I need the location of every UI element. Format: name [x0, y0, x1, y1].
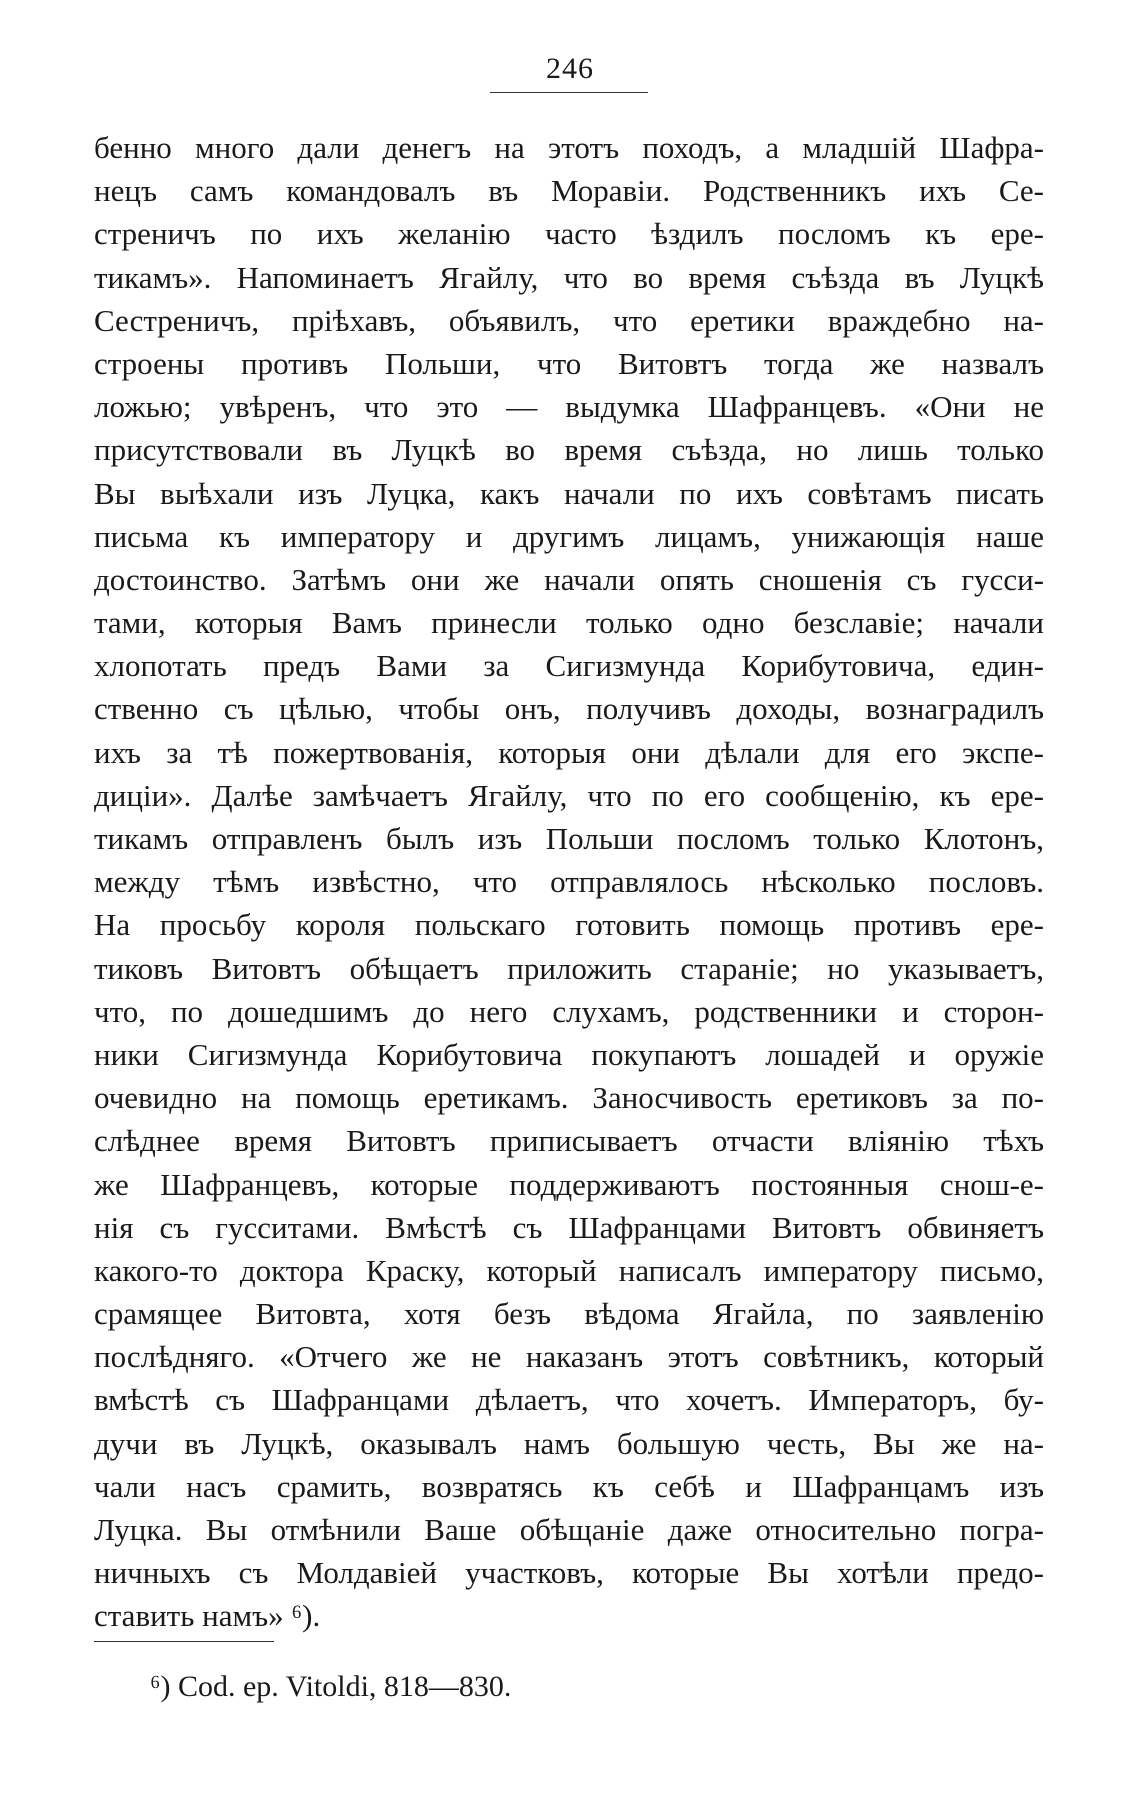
- header-rule: [490, 92, 648, 93]
- text-line: тами, которыя Вамъ принесли только одно безславіе; начали: [94, 605, 1044, 641]
- text-line: достоинство. Затѣмъ они же начали опять сношенія съ гусси-: [94, 561, 1044, 597]
- text-line: письма къ императору и другимъ лицамъ, унижающія наше: [94, 518, 1044, 554]
- text-line: очевидно на помощь еретикамъ. Заносчивость еретиковъ за по-: [94, 1080, 1044, 1116]
- text-line: дучи въ Луцкѣ, оказывалъ намъ большую честь, Вы же на-: [94, 1425, 1044, 1461]
- text-line: Вы выѣхали изъ Луцка, какъ начали по ихъ совѣтамъ писать: [94, 475, 1044, 511]
- text-line: чали насъ срамить, возвратясь къ себѣ и Шафранцамъ изъ: [94, 1468, 1044, 1504]
- text-line: ставить намъ» ⁶).: [94, 1598, 321, 1634]
- text-line: нія съ гусситами. Вмѣстѣ съ Шафранцами Витовтъ обвиняетъ: [94, 1209, 1044, 1245]
- text-line: стреничъ по ихъ желанію часто ѣздилъ посломъ къ ере-: [94, 216, 1044, 252]
- text-line: Сестреничъ, пріѣхавъ, объявилъ, что еретики враждебно на-: [94, 302, 1044, 338]
- text-line: ники Сигизмунда Корибутовича покупаютъ лошадей и оружіе: [94, 1036, 1044, 1072]
- text-line: На просьбу короля польскаго готовить помощь противъ ере-: [94, 907, 1044, 943]
- text-line: слѣднее время Витовтъ приписываетъ отчасти вліянію тѣхъ: [94, 1123, 1044, 1159]
- page-number: 246: [546, 52, 594, 85]
- text-line: тиковъ Витовтъ обѣщаетъ приложить стараніе; но указываетъ,: [94, 950, 1044, 986]
- text-line: же Шафранцевъ, которые поддерживаютъ постоянныя снош-е-: [94, 1166, 1044, 1202]
- text-line: присутствовали въ Луцкѣ во время съѣзда, но лишь только: [94, 432, 1044, 468]
- text-line: тикамъ отправленъ былъ изъ Польши посломъ только Клотонъ,: [94, 821, 1044, 856]
- text-line: какого-то доктора Краску, который написалъ императору письмо,: [94, 1252, 1044, 1288]
- text-line: бенно много дали денегъ на этотъ походъ, а младшій Шафра-: [94, 130, 1044, 165]
- text-line: послѣдняго. «Отчего же не наказанъ этотъ совѣтникъ, который: [94, 1339, 1044, 1375]
- text-line: срамящее Витовта, хотя безъ вѣдома Ягайла, по заявленію: [94, 1296, 1044, 1332]
- text-line: вмѣстѣ съ Шафранцами дѣлаетъ, что хочетъ. Императоръ, бу-: [94, 1382, 1044, 1418]
- text-line: ственно съ цѣлью, чтобы онъ, получивъ доходы, вознаградилъ: [94, 691, 1044, 727]
- text-line: тикамъ». Напоминаетъ Ягайлу, что во время съѣзда въ Луцкѣ: [94, 259, 1044, 295]
- text-line: что, по дошедшимъ до него слухамъ, родственники и сторон-: [94, 993, 1044, 1029]
- footnote: ⁶) Cod. ep. Vitoldi, 818—830.: [150, 1670, 512, 1703]
- footnote-rule: [94, 1641, 274, 1642]
- text-line: между тѣмъ извѣстно, что отправлялось нѣсколько пословъ.: [94, 864, 1044, 900]
- text-line: хлопотать предъ Вами за Сигизмунда Корибутовича, един-: [94, 648, 1044, 684]
- text-line: диціи». Далѣе замѣчаетъ Ягайлу, что по его сообщенію, къ ере-: [94, 777, 1044, 813]
- text-line: ничныхъ съ Молдавіей участковъ, которые Вы хотѣли предо-: [94, 1555, 1044, 1591]
- text-line: ихъ за тѣ пожертвованія, которыя они дѣлали для его экспе-: [94, 734, 1044, 770]
- text-line: ложью; увѣренъ, что это — выдумка Шафранцевъ. «Они не: [94, 389, 1044, 425]
- text-line: строены противъ Польши, что Витовтъ тогда же назвалъ: [94, 345, 1044, 381]
- text-line: Луцка. Вы отмѣнили Ваше обѣщаніе даже относительно погра-: [94, 1512, 1044, 1547]
- body-text: [94, 126, 1044, 1638]
- text-line: нецъ самъ командовалъ въ Моравіи. Родственникъ ихъ Се-: [94, 173, 1044, 209]
